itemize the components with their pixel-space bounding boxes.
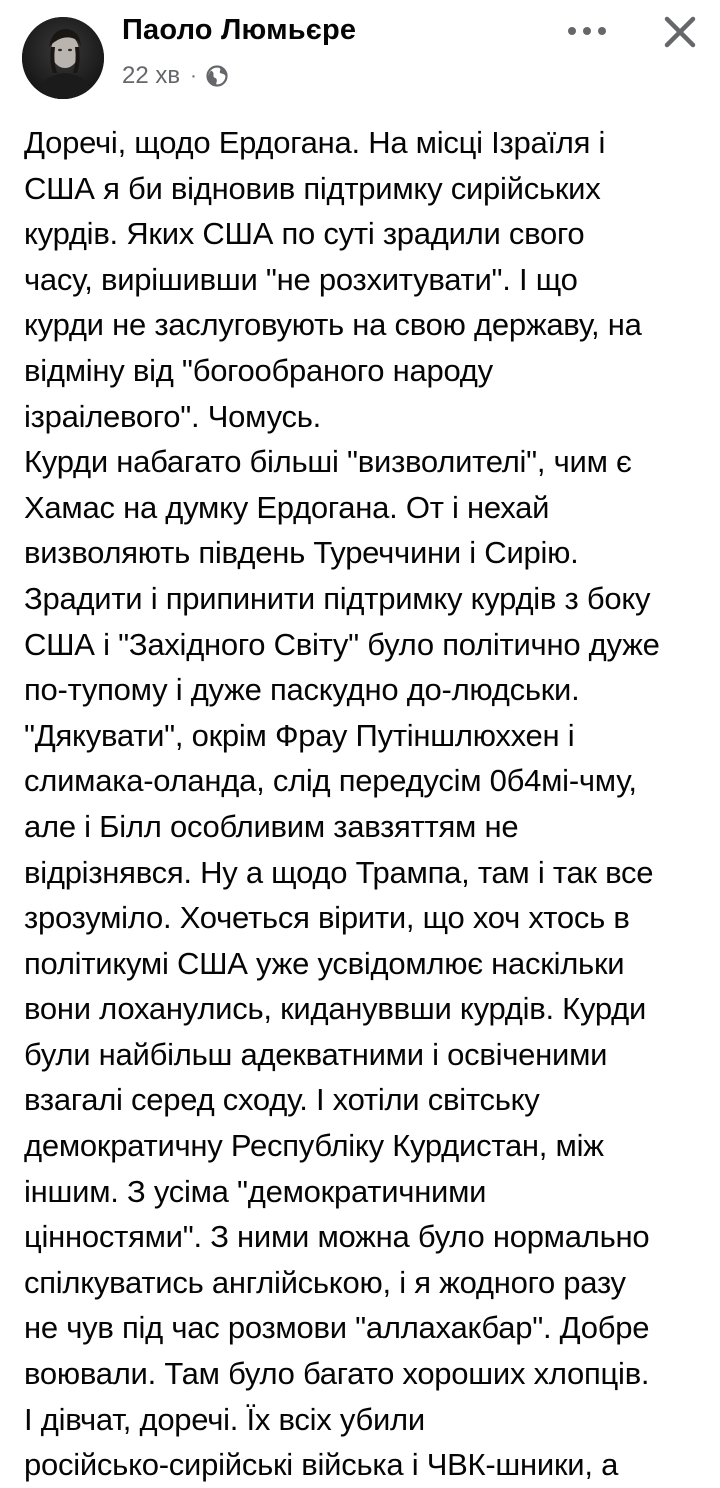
post-meta xyxy=(122,62,229,90)
post-text-line: російсько-сирійські війська і ЧВК-шники, а xyxy=(24,1447,619,1483)
globe-icon[interactable] xyxy=(205,64,229,88)
post-text-line: відміну від "богообраного народу xyxy=(24,352,493,388)
post-text-line: Доречі, щодо Ердогана. На місці Ізраїля і xyxy=(24,125,606,160)
author-name[interactable]: Паоло Люмьєре xyxy=(122,14,357,46)
avatar[interactable] xyxy=(22,17,104,99)
post-text-line: по-тупому і дуже паскудно до-людськи. xyxy=(24,672,580,708)
post-text-line: спілкуватись англійською, і я жодного разу xyxy=(24,1264,626,1300)
post-text-line: курдів. Яких США по суті зрадили свого xyxy=(24,216,585,252)
post-text-line: цінностями". З ними можна було нормально xyxy=(24,1219,650,1255)
more-horizontal-icon xyxy=(567,26,607,36)
post-text-line: І дівчат, доречі. Їх всіх убили xyxy=(24,1401,425,1437)
post-text-line: курди не заслуговують на свою державу, на xyxy=(24,307,642,343)
close-button[interactable] xyxy=(656,8,704,56)
post-text-line: політикумі США уже усвідомлює наскільки xyxy=(24,945,625,981)
post-time[interactable]: 22 хв xyxy=(122,62,181,89)
post-text-line: були найбільш адекватними і освіченими xyxy=(24,1036,608,1072)
post-text-line: ізраілевого". Чомусь. xyxy=(24,398,321,434)
post-text-line: взагалі серед сходу. І хотіли світську xyxy=(24,1082,540,1118)
more-options-button[interactable] xyxy=(562,14,612,48)
post-text-line: Курди набагато більші "визволителі", чим є xyxy=(24,444,632,480)
post-text xyxy=(24,120,704,1488)
post-text-line: часу, вирішивши "не розхитувати". І що xyxy=(24,261,578,297)
avatar-photo xyxy=(22,17,104,99)
post-text-line: вони лоханулись, кидануввши курдів. Курди xyxy=(24,991,647,1027)
post-text-line: Зрадити і припинити підтримку курдів з боку xyxy=(24,580,651,616)
post-text-line: відрізнявся. Ну а щодо Трампа, там і так все xyxy=(24,854,654,890)
meta-separator: · xyxy=(190,64,197,87)
close-icon xyxy=(663,15,697,49)
post-text-line: "Дякувати", окрім Фрау Путіншлюххен і xyxy=(24,717,575,753)
post-text-line: США я би відновив підтримку сирійських xyxy=(24,170,601,206)
post-text-line: визволяють південь Туреччини і Сирію. xyxy=(24,535,579,571)
post-text-line: Хамас на думку Ердогана. От і нехай xyxy=(24,489,550,525)
post-text-line: зрозуміло. Хочеться вірити, що хоч хтось в xyxy=(24,900,630,936)
post-text-line: не чув під час розмови "аллахакбар". Добре xyxy=(24,1310,650,1346)
post-text-line: іншим. З усіма "демократичними xyxy=(24,1173,487,1209)
post-text-line: демократичну Республіку Курдистан, між xyxy=(24,1128,604,1164)
post-text-line: воювали. Там було багато хороших хлопців. xyxy=(24,1356,650,1392)
post-text-line: слимака-оланда, слід передусім 0б4мі-чму, xyxy=(24,763,637,799)
post-header xyxy=(0,0,720,110)
post-text-line: але і Білл особливим завзяттям не xyxy=(24,808,519,844)
post-text-line: США і "Західного Світу" було політично дуже xyxy=(24,626,660,662)
